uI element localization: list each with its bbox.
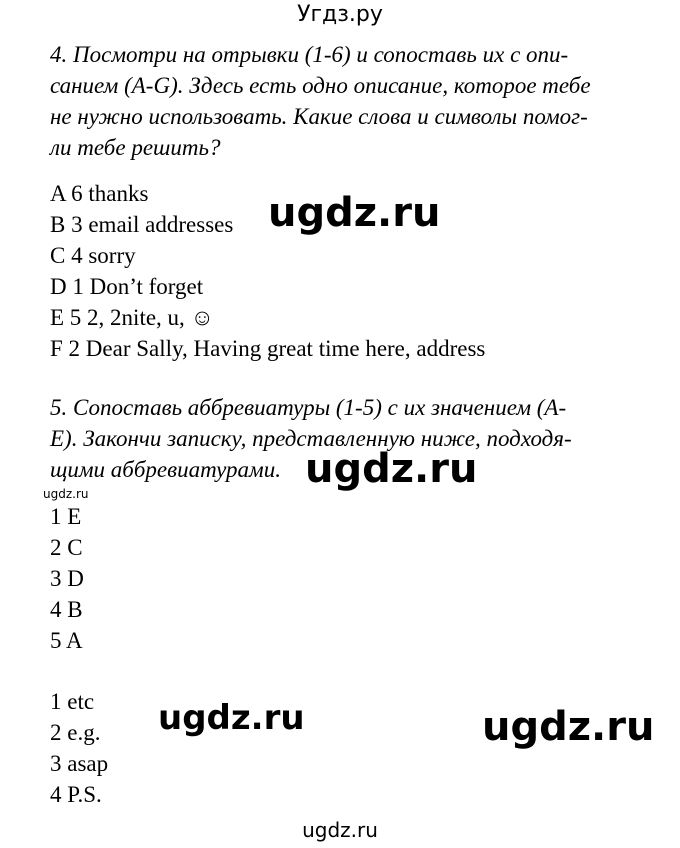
- watermark-large: ugdz.ru: [158, 698, 305, 738]
- watermark-small: ugdz.ru: [43, 487, 89, 501]
- task5-match-3: 3 D: [50, 566, 84, 591]
- footer-watermark: ugdz.ru: [302, 818, 378, 842]
- task5-match-2: 2 C: [50, 535, 83, 560]
- task4-answer-f: F 2 Dear Sally, Having great time here, address: [50, 336, 486, 361]
- task5-abbreviation-1: 1 etc: [50, 689, 95, 714]
- task4-instruction-line-1: 4. Посмотри на отрывки (1-6) и сопоставь их с опи-: [50, 42, 569, 67]
- task4-answer-e: E 5 2, 2nite, u, ☺: [50, 305, 215, 330]
- task4-instruction-line-3: не нужно использовать. Какие слова и символы помог-: [50, 104, 588, 129]
- task4-answer-b: B 3 email addresses: [50, 212, 234, 237]
- watermark-large: ugdz.ru: [482, 704, 655, 750]
- task4-answer-d: D 1 Don’t forget: [50, 274, 204, 299]
- watermark-large: ugdz.ru: [268, 190, 441, 236]
- task5-match-1: 1 E: [50, 504, 82, 529]
- task4-instruction-line-4: ли тебе решить?: [50, 135, 221, 160]
- site-title: Угдз.ру: [297, 2, 383, 27]
- task5-abbreviation-3: 3 asap: [50, 751, 109, 776]
- task5-abbreviation-2: 2 e.g.: [50, 720, 101, 745]
- task5-instruction-line-3: щими аббревиатурами.: [50, 457, 281, 482]
- watermark-large: ugdz.ru: [305, 446, 478, 492]
- task5-match-5: 5 A: [50, 628, 83, 653]
- task4-answer-c: C 4 sorry: [50, 243, 136, 268]
- task5-abbreviation-4: 4 P.S.: [50, 782, 102, 807]
- task5-instruction-line-2: E). Закончи записку, представленную ниже, подходя-: [50, 426, 572, 451]
- task4-answer-a: A 6 thanks: [50, 181, 149, 206]
- task5-match-4: 4 B: [50, 597, 83, 622]
- task5-instruction-line-1: 5. Сопоставь аббревиатуры (1-5) с их значением (A-: [50, 395, 567, 420]
- task4-instruction-line-2: санием (A-G). Здесь есть одно описание, которое тебе: [50, 73, 591, 98]
